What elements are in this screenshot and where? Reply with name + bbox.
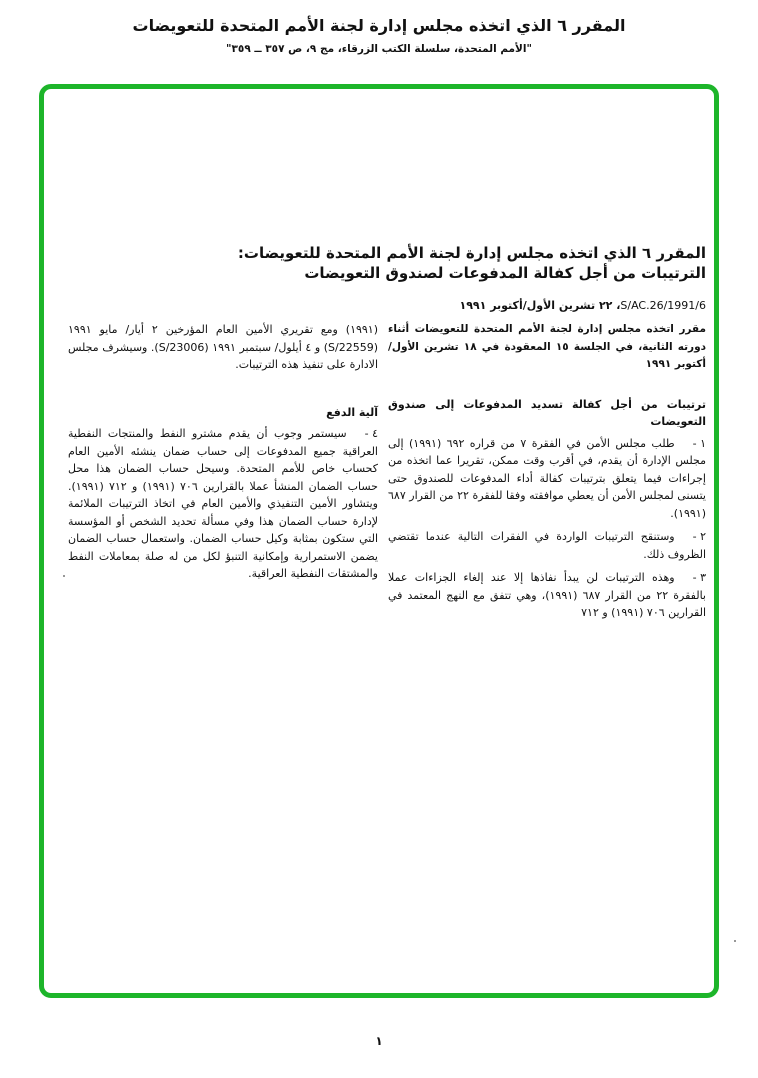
section-heading-payment-mechanism: آلية الدفع: [326, 405, 378, 419]
paragraph-text: سيستمر وجوب أن يقدم مشترو النفط والمنتجات النفطية العراقية جميع المدفوعات إلى حساب ضمان ينشئه الأمين العام كحساب خاص للأمم المتحدة. وسيحل حساب الضمان هذا محل حساب الضمان المنشأ عملا بالقرارين ٧٠٦ (١٩٩١) و ٧١٢ (١٩٩١). ويتشاور الأمين التنفيذي والأمين العام في اتخاذ الترتيبات الملائمة لإدارة حساب الضمان هذا وفي مسألة تحديد الشخص أو المؤسسة التي ستكون بمثابة وكيل حساب الضمان. واستعمال حساب الضمان يضمن الاستمرارية وإمكانية التنبؤ لكل من له صلة بمعاملات النفط والمشتقات النفطية العراقية.: [68, 427, 378, 580]
intro-paragraph: مقرر اتخذه مجلس إدارة لجنة الأمم المتحدة للتعويضات أثناء دورته الثانية، في الجلسة ١٥ المعقودة في ١٨ تشرين الأول/ أكتوبر ١٩٩١: [388, 323, 706, 370]
paragraph-number: ٤ -: [364, 427, 378, 440]
paragraph-1: [388, 435, 706, 523]
document-title: [236, 243, 706, 283]
paragraph-text: وهذه الترتيبات لن يبدأ نفاذها إلا عند إلغاء الجزاءات عملا بالفقرة ٢٢ من القرار ٦٨٧ (١٩٩١)، وهي تتفق مع النهج المعتمد في القرارين ٧٠٦ (١٩٩١) و ٧١٢: [388, 571, 706, 619]
document-title-line-2: الترتيبات من أجل كفالة المدفوعات لصندوق التعويضات: [304, 264, 706, 282]
scan-speck: [63, 575, 65, 577]
document-title-line-1: المقرر ٦ الذي اتخذه مجلس إدارة لجنة الأمم المتحدة للتعويضات:: [237, 244, 706, 262]
page-header-title: المقرر ٦ الذي اتخذه مجلس إدارة لجنة الأمم المتحدة للتعويضات: [132, 16, 626, 35]
page-header: [0, 14, 758, 58]
source-citation: "الأمم المتحدة، سلسلة الكتب الزرقاء، مج ٩، ص ٣٥٧ ــ ٣٥٩": [226, 43, 532, 55]
right-column: [388, 321, 706, 628]
paragraph-2: [388, 528, 706, 563]
paragraph-3-continued: (١٩٩١) ومع تقريري الأمين العام المؤرخين ٢ أيار/ مايو ١٩٩١ (S/22559) و ٤ أيلول/ سبتمبر ١٩٩١ (S/23006). وسيشرف مجلس الادارة على تنفيذ هذه الترتيبات.: [68, 323, 379, 371]
paragraph-text: طلب مجلس الأمن في الفقرة ٧ من قراره ٦٩٢ (١٩٩١) إلى مجلس الإدارة أن يقدم، في أقرب وقت ممكن، تقريرا عما اتخذه من إجراءات فيما يتعلق بترتيبات كفالة أداء المدفوعات للصندوق حتى يتسنى لمجلس الأمن أن يعطي موافقته وفقا للفقرة ٢٢ من القرار ٦٨٧ (١٩٩١).: [388, 436, 706, 520]
page-number: ١: [375, 1034, 383, 1048]
paragraph-4: [68, 425, 378, 583]
left-column: [68, 321, 378, 589]
scan-speck: [734, 940, 736, 942]
paragraph-number: ٢ -: [692, 530, 706, 543]
document-date: ، ٢٢ تشرين الأول/أكتوبر ١٩٩١: [459, 299, 621, 312]
document-reference: [326, 298, 706, 314]
document-symbol: S/AC.26/1991/6: [620, 299, 706, 312]
section-heading-arrangements: ترتيبات من أجل كفالة تسديد المدفوعات إلى صندوق التعويضات: [388, 397, 706, 428]
paragraph-number: ٣ -: [692, 571, 706, 584]
paragraph-number: ١ -: [692, 436, 707, 450]
paragraph-text: وستنقح الترتيبات الواردة في الفقرات التالية عندما تقتضي الظروف ذلك.: [388, 530, 706, 561]
paragraph-3: [388, 569, 706, 622]
